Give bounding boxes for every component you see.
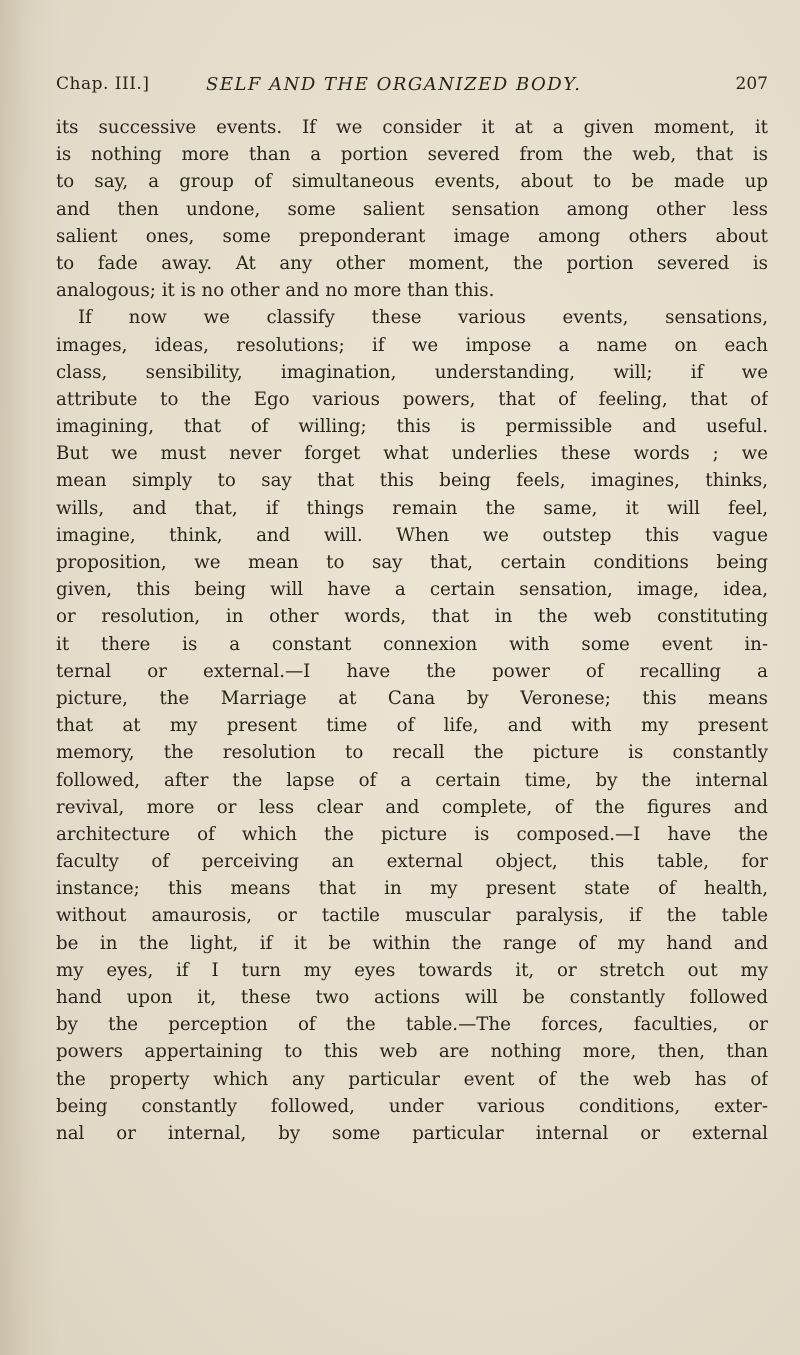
text-line: proposition, we mean to say that, certain conditions being — [56, 552, 768, 573]
text-line: attribute to the Ego various powers, that of feeling, that of — [56, 388, 768, 410]
text-line: being constantly followed, under various conditions, exter- — [56, 1095, 768, 1117]
text-line: If now we classify these various events, sensations, — [78, 307, 768, 329]
text-line: memory, the resolution to recall the picture is constantly — [56, 742, 768, 764]
text-line: followed, after the lapse of a certain time, by the internal — [56, 769, 768, 791]
text-line: class, sensibility, imagination, understanding, will; if we — [56, 361, 768, 383]
text-line: salient ones, some preponderant image among others about — [56, 225, 768, 247]
text-line: it there is a constant connexion with some event in- — [56, 633, 768, 655]
text-line: without amaurosis, or tactile muscular paralysis, if the table — [56, 905, 768, 927]
text-line: architecture of which the picture is composed.—I have the — [56, 823, 768, 845]
text-line: But we must never forget what underlies these words ; we — [56, 443, 768, 465]
chapter-label: Chap. III.] — [56, 74, 150, 94]
text-line: powers appertaining to this web are nothing more, then, than — [56, 1041, 768, 1063]
text-line: revival, more or less clear and complete, of the figures and — [56, 796, 768, 818]
text-line: ternal or external.—I have the power of recalling a — [56, 660, 768, 682]
text-line: be in the light, if it be within the range of my hand and — [56, 932, 768, 954]
text-line: picture, the Marriage at Cana by Veronese; this means — [56, 687, 768, 709]
text-line: to fade away. At any other moment, the portion severed is — [56, 252, 768, 274]
text-line: wills, and that, if things remain the same, it will feel, — [56, 497, 768, 519]
text-line: imagining, that of willing; this is permissible and useful. — [56, 416, 768, 438]
text-line: nal or internal, by some particular internal or external — [56, 1122, 768, 1144]
text-line: mean simply to say that this being feels, imagines, thinks, — [56, 470, 768, 492]
text-line: hand upon it, these two actions will be constantly followed — [56, 987, 768, 1008]
text-line: its successive events. If we consider it at a given moment, it — [56, 117, 768, 138]
running-title: SELF AND THE ORGANIZED BODY. — [206, 74, 582, 95]
text-line: imagine, think, and will. When we outstep this vague — [56, 524, 768, 546]
text-line: to say, a group of simultaneous events, about to be made up — [56, 171, 768, 193]
text-line: that at my present time of life, and with my present — [56, 715, 768, 737]
running-head — [56, 74, 768, 104]
text-line: my eyes, if I turn my eyes towards it, or stretch out my — [56, 959, 768, 981]
body-text — [56, 114, 768, 1147]
text-line: faculty of perceiving an external object, this table, for — [56, 851, 768, 873]
text-line: is nothing more than a portion severed from the web, that is — [56, 144, 768, 166]
text-line: the property which any particular event of the web has of — [56, 1068, 768, 1090]
text-line: or resolution, in other words, that in the web constituting — [56, 606, 768, 628]
text-line: given, this being will have a certain sensation, image, idea, — [56, 579, 768, 601]
text-line: images, ideas, resolutions; if we impose a name on each — [56, 334, 768, 356]
text-line: analogous; it is no other and no more than this. — [56, 280, 495, 302]
page-number: 207 — [735, 74, 768, 94]
text-line: instance; this means that in my present state of health, — [56, 878, 768, 900]
text-line: by the perception of the table.—The forces, faculties, or — [56, 1014, 768, 1036]
text-line: and then undone, some salient sensation among other less — [56, 198, 768, 220]
